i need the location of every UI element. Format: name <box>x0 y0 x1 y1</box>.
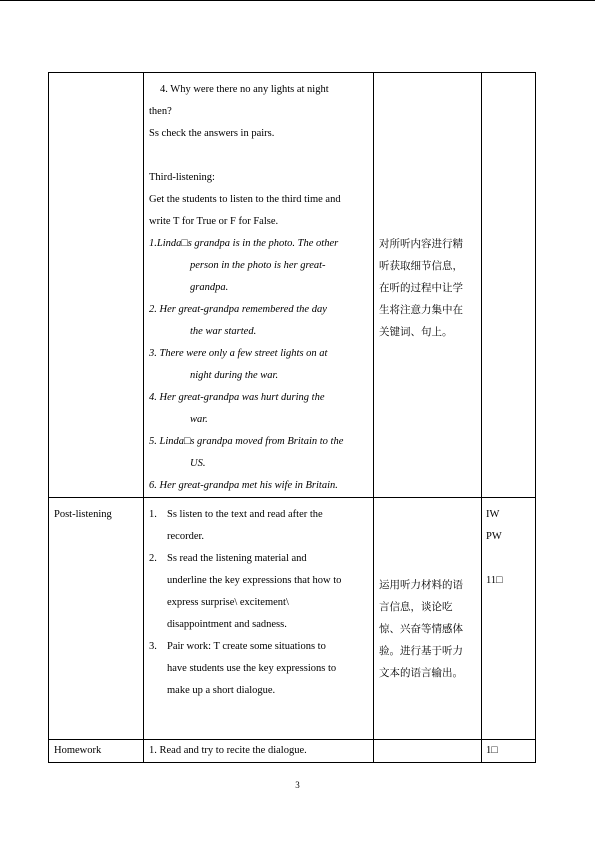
page-top-rule <box>0 0 595 1</box>
table-row-post-listening <box>49 498 536 740</box>
question-4-line-1: 4. Why were there no any lights at night <box>160 84 329 95</box>
purpose-cell <box>374 498 482 740</box>
purpose-line-5: 文本的语言输出。 <box>379 667 463 679</box>
purpose-line-1: 对所听内容进行精 <box>379 238 463 250</box>
stage-cell <box>49 740 144 763</box>
mode-iw: IW <box>486 509 500 520</box>
purpose-line-1: 运用听力材料的语 <box>379 579 463 591</box>
table-row-homework <box>49 740 536 763</box>
stage-label-homework: Homework <box>54 745 102 756</box>
mode-time: 11□ <box>486 575 503 586</box>
instruction-line-2: write T for True or F for False. <box>149 216 279 227</box>
homework-text: 1. Read and try to recite the dialogue. <box>149 745 307 756</box>
lesson-plan-table <box>48 72 536 763</box>
statement-1: 1.Linda□s grandpa is in the photo. The other person in the photo is her great- grandpa. <box>149 238 339 293</box>
stage-cell <box>49 498 144 740</box>
statement-6: 6. Her great-grandpa met his wife in Britain. <box>149 480 338 491</box>
post-item-2: 2. Ss read the listening material and underline the key expressions that how to express surprise\ excitement\ disappointment and sadness. <box>149 553 342 630</box>
purpose-line-2: 听获取细节信息， <box>379 260 463 272</box>
mode-cell <box>482 740 536 763</box>
statement-2: 2. Her great-grandpa remembered the day the war started. <box>149 304 327 337</box>
statement-4: 4. Her great-grandpa was hurt during the war. <box>149 392 325 425</box>
procedure-cell <box>144 740 374 763</box>
third-listening-heading: Third-listening: <box>149 172 215 183</box>
table-row-listening <box>49 73 536 498</box>
procedure-cell <box>144 498 374 740</box>
purpose-line-2: 言信息，谈论吃 <box>379 601 453 613</box>
procedure-cell <box>144 73 374 498</box>
stage-label-post-listening: Post-listening <box>54 509 112 520</box>
purpose-line-3: 惊、兴奋等情感体 <box>379 623 463 635</box>
post-item-3: 3. Pair work: T create some situations to have students use the key expressions to make up a short dialogue. <box>149 641 337 696</box>
mode-cell-empty <box>482 73 536 498</box>
purpose-cell <box>374 73 482 498</box>
page-number: 3 <box>295 780 300 790</box>
statement-3: 3. There were only a few street lights on at night during the war. <box>149 348 328 381</box>
question-4-line-2: then? <box>149 106 172 117</box>
stage-cell-empty <box>49 73 144 498</box>
mode-pw: PW <box>486 531 502 542</box>
purpose-line-3: 在听的过程中让学 <box>379 282 463 294</box>
check-answers-text: Ss check the answers in pairs. <box>149 128 275 139</box>
statement-5: 5. Linda□s grandpa moved from Britain to the US. <box>149 436 344 469</box>
instruction-line-1: Get the students to listen to the third time and <box>149 194 341 205</box>
purpose-line-5: 关键词、句上。 <box>379 326 453 338</box>
mode-cell <box>482 498 536 740</box>
purpose-line-4: 生将注意力集中在 <box>379 304 463 316</box>
homework-time: 1□ <box>486 745 498 756</box>
purpose-line-4: 验。进行基于听力 <box>379 645 463 657</box>
post-item-1: 1. Ss listen to the text and read after the recorder. <box>149 509 323 542</box>
purpose-cell-empty <box>374 740 482 763</box>
